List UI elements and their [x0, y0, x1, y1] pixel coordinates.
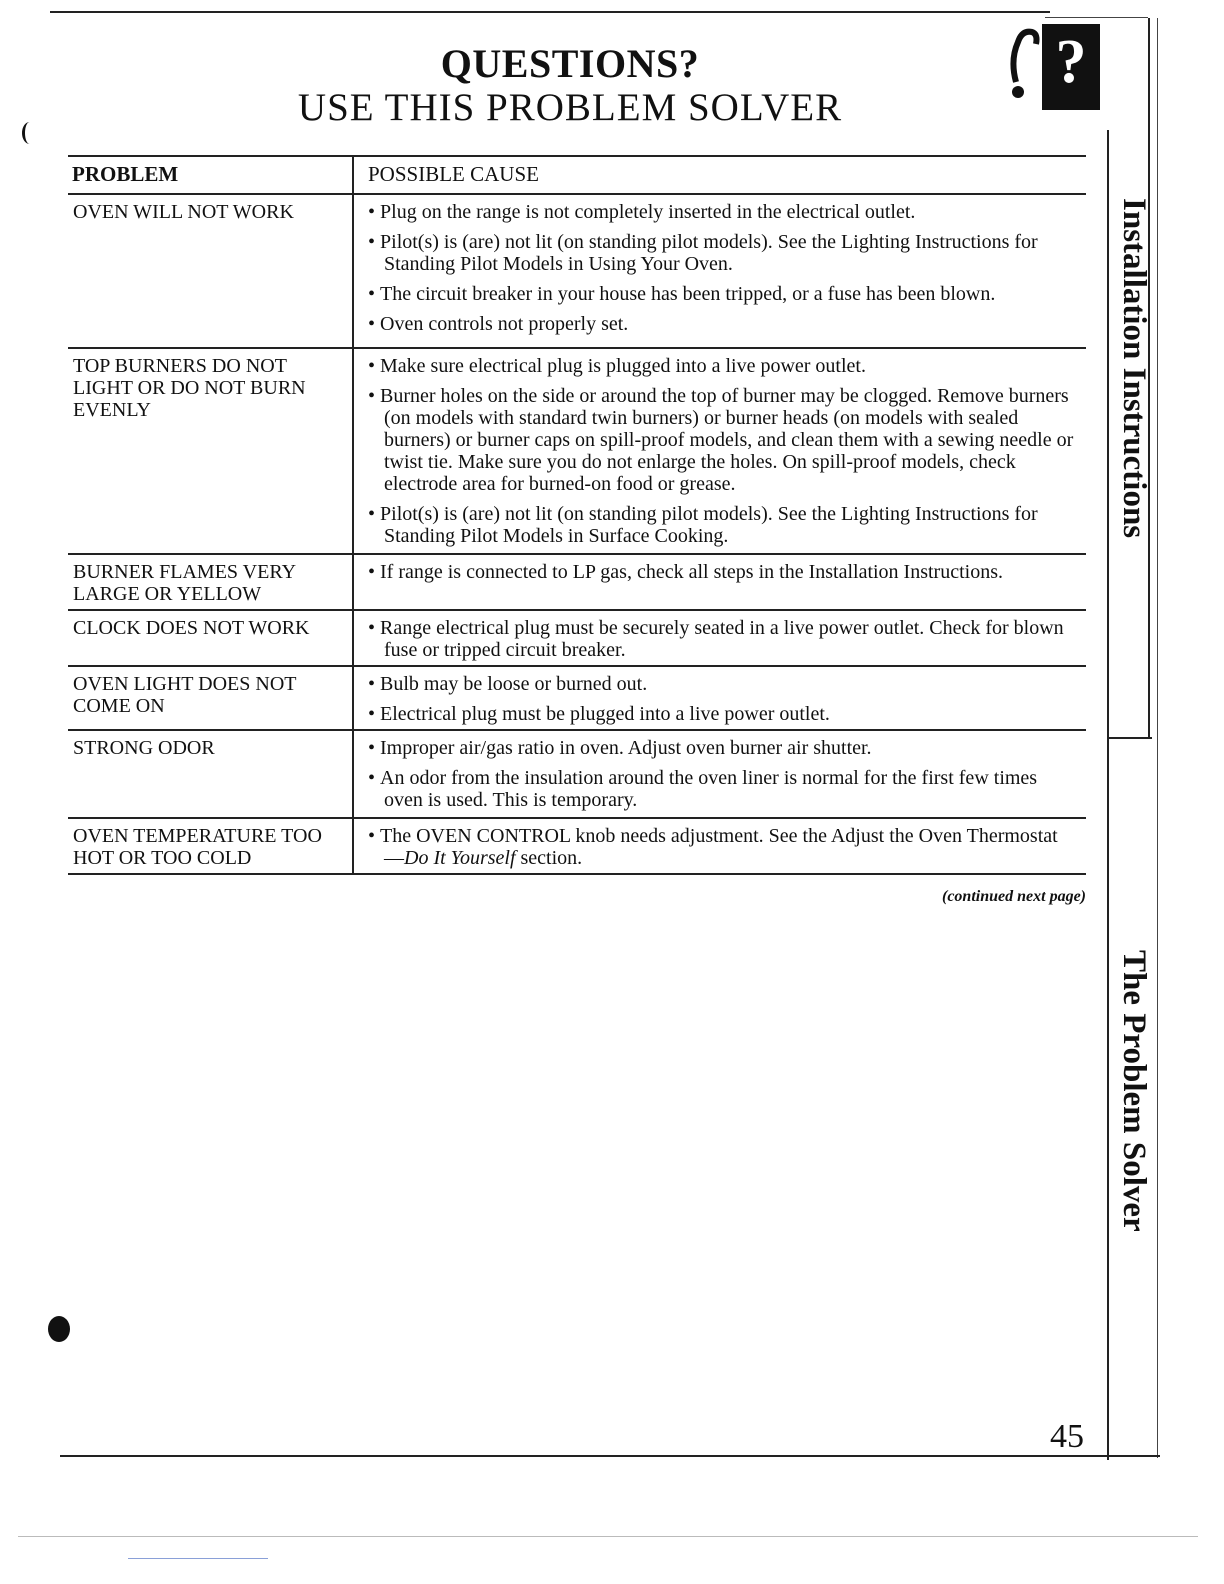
- cause-cell: [354, 349, 1086, 553]
- cause-item: • An odor from the insulation around the oven liner is normal for the first few times oven is used. This is temporary.: [368, 767, 1074, 811]
- continued-note: (continued next page): [942, 888, 1086, 905]
- table-row: [68, 555, 1086, 611]
- punch-hole-mark: [48, 1316, 70, 1342]
- table-row: [68, 611, 1086, 667]
- column-header-cause: POSSIBLE CAUSE: [368, 162, 539, 186]
- cause-item: • Plug on the range is not completely inserted in the electrical outlet.: [368, 201, 1074, 223]
- problem-cell: OVEN WILL NOT WORK: [68, 195, 354, 347]
- problem-cell: OVEN LIGHT DOES NOT COME ON: [68, 667, 354, 729]
- cause-cell: [354, 819, 1086, 873]
- problem-cell: CLOCK DOES NOT WORK: [68, 611, 354, 665]
- cause-item: • The circuit breaker in your house has been tripped, or a fuse has been blown.: [368, 283, 1074, 305]
- cause-italic-text: Do It Yourself: [404, 847, 516, 869]
- cause-item: • Pilot(s) is (are) not lit (on standing pilot models). See the Lighting Instructions for Standing Pilot Models in Using Your Oven.: [368, 231, 1074, 275]
- sidebar-tab-installation: Installation Instructions: [1116, 198, 1152, 539]
- table-row: [68, 731, 1086, 819]
- table-header: [68, 155, 1086, 195]
- bottom-rule: [60, 1455, 1160, 1457]
- sidebar-right-border: [1157, 18, 1158, 1458]
- cause-cell: [354, 667, 1086, 729]
- problem-cell: BURNER FLAMES VERY LARGE OR YELLOW: [68, 555, 354, 609]
- question-mark-logo-icon: [1008, 20, 1100, 110]
- cause-item: • Make sure electrical plug is plugged into a live power outlet.: [368, 355, 1074, 377]
- cause-item: • Electrical plug must be plugged into a live power outlet.: [368, 703, 1074, 725]
- page-number: 45: [1050, 1418, 1084, 1455]
- problem-cell: OVEN TEMPERATURE TOO HOT OR TOO COLD: [68, 819, 354, 873]
- cause-item: • Range electrical plug must be securely seated in a live power outlet. Check for blown fuse or tripped circuit breaker.: [368, 617, 1074, 661]
- top-rule: [50, 11, 1050, 13]
- problem-cell: TOP BURNERS DO NOT LIGHT OR DO NOT BURN EVENLY: [68, 349, 354, 553]
- scan-mark: [22, 122, 37, 144]
- cause-item: • Pilot(s) is (are) not lit (on standing pilot models). See the Lighting Instructions for Standing Pilot Models in Surface Cooking.: [368, 503, 1074, 547]
- scan-edge-rule: [18, 1536, 1198, 1537]
- sidebar-tab-problem-solver: The Problem Solver: [1116, 950, 1152, 1232]
- table-row: [68, 667, 1086, 731]
- cause-cell: [354, 195, 1086, 347]
- title-line-1: QUESTIONS?: [440, 41, 700, 86]
- table-row: [68, 195, 1086, 349]
- scan-edge-rule-blue: [128, 1558, 268, 1559]
- cause-item: [368, 825, 1074, 869]
- sidebar-left-border: [1107, 130, 1109, 1460]
- table-row: [68, 819, 1086, 875]
- cause-text: The OVEN CONTROL knob needs adjustment. See the Adjust the Oven Thermostat—: [380, 825, 1058, 869]
- cause-cell: [354, 731, 1086, 817]
- cause-item: • If range is connected to LP gas, check all steps in the Installation Instructions.: [368, 561, 1074, 583]
- cause-end-text: section.: [515, 847, 583, 869]
- cause-item: • Improper air/gas ratio in oven. Adjust oven burner air shutter.: [368, 737, 1074, 759]
- problem-solver-table: [68, 155, 1086, 875]
- cause-item: • Bulb may be loose or burned out.: [368, 673, 1074, 695]
- logo-symbol: ?: [1055, 28, 1087, 96]
- page-title: [240, 40, 900, 128]
- problem-cell: STRONG ODOR: [68, 731, 354, 817]
- column-header-problem: PROBLEM: [68, 157, 354, 193]
- sidebar-tab-separator: [1107, 737, 1152, 739]
- cause-item: • Oven controls not properly set.: [368, 313, 1074, 335]
- cause-item: • Burner holes on the side or around the top of burner may be clogged. Remove burners (on models with standard twin burners) or burner heads (on models with sealed burners) or burner caps on spill-proof models, and clean them with a sewing needle or twist tie. Make sure you do not enlarge the holes. On spill-proof models, check electrode area for burned-on food or grease.: [368, 385, 1074, 495]
- cause-cell: [354, 555, 1086, 609]
- table-row: [68, 349, 1086, 555]
- title-line-2: USE THIS PROBLEM SOLVER: [297, 86, 843, 129]
- cause-cell: [354, 611, 1086, 665]
- sidebar-top-border: [1045, 17, 1148, 18]
